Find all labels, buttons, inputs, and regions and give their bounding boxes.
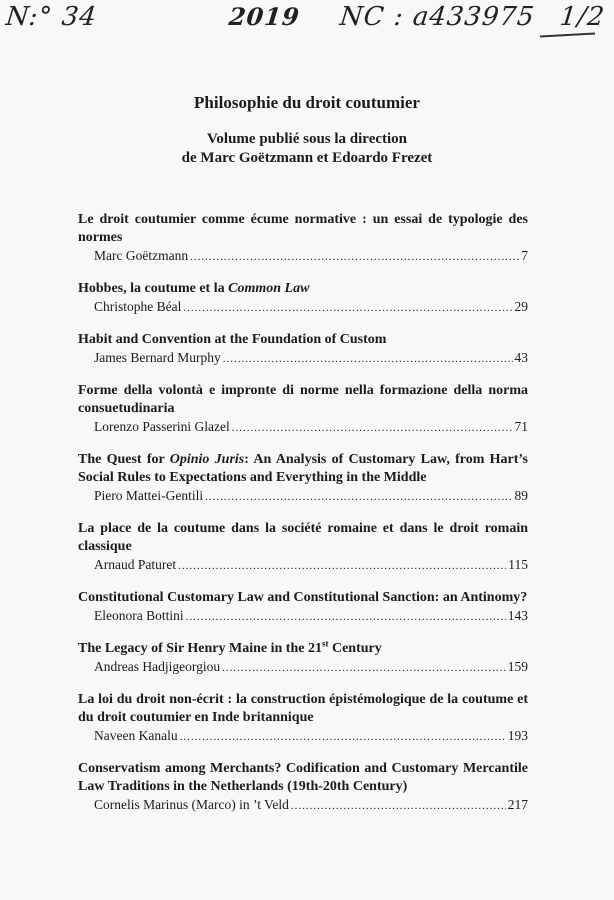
toc-entry-author: Christophe Béal (94, 299, 182, 314)
toc-entry-page: 43 (514, 350, 528, 365)
toc-entry-title: The Quest for Opinio Juris: An Analysis of Customary Law, from Hart’s Social Rules to Expectations and Everything in the Middle (78, 452, 528, 485)
toc-entry-author: Arnaud Paturet (94, 557, 177, 572)
toc-entry-title: Forme della volontà e impronte di norme nella formazione della norma consuetudinaria (78, 383, 528, 416)
dot-leader (190, 248, 519, 266)
toc-entry (78, 451, 528, 506)
dot-leader (222, 659, 506, 677)
dot-leader (183, 299, 512, 317)
toc-entry-page: 159 (507, 659, 528, 674)
toc-entry-page: 115 (508, 557, 528, 572)
toc-entry (78, 331, 528, 368)
book-subtitle-line1: Volume publié sous la direction (206, 131, 408, 147)
toc-entry-author: James Bernard Murphy (94, 350, 221, 365)
toc-entry-author: Lorenzo Passerini Glazel (94, 419, 230, 434)
toc-entry-page: 217 (507, 797, 528, 812)
toc-entry-title: Conservatism among Merchants? Codification and Customary Mercantile Law Traditions in the Netherlands (19th-20th Century) (78, 761, 528, 794)
toc-entry-page: 71 (514, 419, 528, 434)
toc-entry-author: Naveen Kanalu (94, 728, 178, 743)
toc-entry-title: Hobbes, la coutume et la Common Law (78, 281, 310, 296)
handwritten-year: 2019 (227, 2, 302, 31)
toc-entry-title: The Legacy of Sir Henry Maine in the 21st Century (78, 638, 382, 656)
toc-entry-author: Eleonora Bottini (94, 608, 184, 623)
toc-entry (78, 520, 528, 575)
toc-entry (78, 640, 528, 677)
toc-entry-author: Piero Mattei-Gentili (94, 488, 204, 503)
toc-entry-title: Constitutional Customary Law and Constitutional Sanction: an Antinomy? (78, 590, 528, 605)
toc-entry-line (78, 607, 528, 626)
toc-entry-title: Habit and Convention at the Foundation of Custom (78, 332, 387, 347)
toc-entry-author: Cornelis Marinus (Marco) in ’t Veld (94, 797, 289, 812)
toc-entry-line (78, 349, 528, 368)
dot-leader (291, 797, 506, 815)
toc-entry-title: Le droit coutumier comme écume normative : un essai de typologie des normes (78, 212, 528, 245)
toc-entry-line (78, 556, 528, 575)
toc-entry (78, 280, 528, 317)
toc-entry-page: 29 (514, 299, 528, 314)
toc-entry-title: La place de la coutume dans la société romaine et dans le droit romain classique (78, 521, 528, 554)
dot-leader (178, 557, 506, 575)
toc-entry-author: Marc Goëtzmann (94, 248, 189, 263)
dot-leader (205, 488, 512, 506)
book-subtitle-line2: de Marc Goëtzmann et Edoardo Frezet (181, 150, 433, 166)
toc-entry (78, 211, 528, 266)
toc-entry (78, 382, 528, 437)
toc-entry-page: 193 (507, 728, 528, 743)
toc-entry-line (78, 658, 528, 677)
dot-leader (186, 608, 506, 626)
table-of-contents (78, 211, 528, 829)
toc-entry-page: 143 (507, 608, 528, 623)
toc-entry-line (78, 418, 528, 437)
book-title: Philosophie du droit coutumier (194, 93, 420, 112)
toc-entry (78, 691, 528, 746)
toc-entry (78, 760, 528, 815)
handwritten-volume: 1/2 (558, 2, 607, 32)
toc-entry-line (78, 487, 528, 506)
toc-entry (78, 589, 528, 626)
toc-entry-page: 7 (521, 248, 528, 263)
toc-entry-page: 89 (514, 488, 528, 503)
toc-entry-title: La loi du droit non-écrit : la construction épistémologique de la coutume et du droit coutumier en Inde britannique (78, 692, 528, 725)
toc-entry-line (78, 298, 528, 317)
dot-leader (223, 350, 513, 368)
handwritten-underline (540, 33, 595, 38)
toc-entry-line (78, 247, 528, 266)
toc-entry-line (78, 796, 528, 815)
dot-leader (180, 728, 506, 746)
toc-entry-line (78, 727, 528, 746)
dot-leader (232, 419, 513, 437)
handwritten-number: N:° 34 (4, 2, 99, 32)
handwritten-code: NC : a433975 (338, 2, 537, 32)
toc-entry-author: Andreas Hadjigeorgiou (94, 659, 221, 674)
